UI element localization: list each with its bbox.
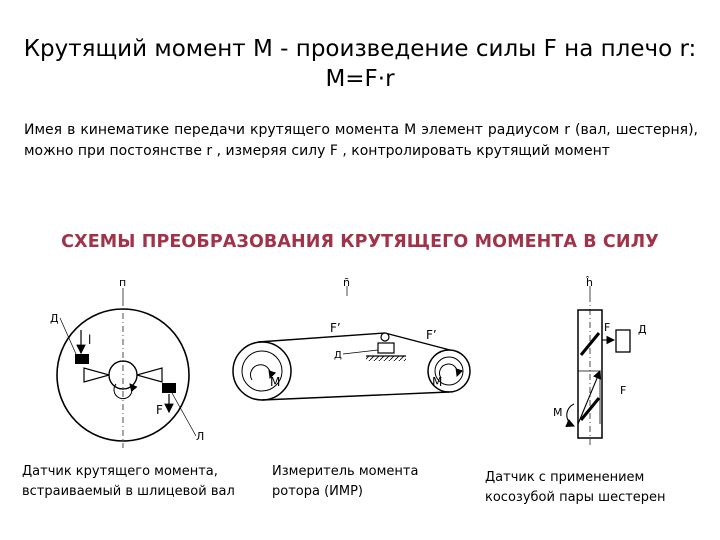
s1-top-label: п xyxy=(119,276,127,289)
scheme3-caption: Датчик с применением косозубой пары шестерен xyxy=(485,470,666,505)
s2-force-right-label: F’ xyxy=(426,328,437,342)
s2-sensor-label: Д xyxy=(334,350,342,361)
formula: М=F·r xyxy=(325,66,395,92)
s3-force-top-label: F xyxy=(604,321,611,334)
section-heading: СХЕМЫ ПРЕОБРАЗОВАНИЯ КРУТЯЩЕГО МОМЕНТА В СИЛУ xyxy=(61,232,659,252)
intro-paragraph: Имея в кинематике передачи крутящего момента М элемент радиусом r (вал, шестерня), можно при постоянстве r , измеряя силу F , контролировать крутящий момент xyxy=(24,122,698,159)
scheme1-diagram xyxy=(50,276,204,448)
s2-moment-left-label: M xyxy=(270,375,281,389)
scheme1-caption: Датчик крутящего момента, встраиваемый в шлицевой вал xyxy=(22,464,235,499)
page-title: Крутящий момент М - произведение силы F на плечо r: xyxy=(23,36,697,62)
scheme2-diagram xyxy=(233,276,470,400)
s1-bottom-label: Л xyxy=(196,430,205,443)
s2-moment-right-label: M xyxy=(432,375,443,389)
s3-top-label: ĥ xyxy=(586,276,593,289)
s3-sensor-label: Д xyxy=(638,323,647,336)
s2-top-label: ñ xyxy=(343,276,350,289)
s2-force-left-label: F’ xyxy=(330,321,341,335)
scheme3-diagram xyxy=(553,276,647,448)
s3-moment-label: M xyxy=(553,406,563,419)
s1-force-label: F xyxy=(156,403,163,417)
s3-force-bottom-label: F xyxy=(620,384,627,397)
scheme2-caption: Измеритель момента ротора (ИМР) xyxy=(272,464,419,499)
s1-sensor-label: Д xyxy=(50,312,59,325)
s1-arm-label: l xyxy=(88,333,92,347)
